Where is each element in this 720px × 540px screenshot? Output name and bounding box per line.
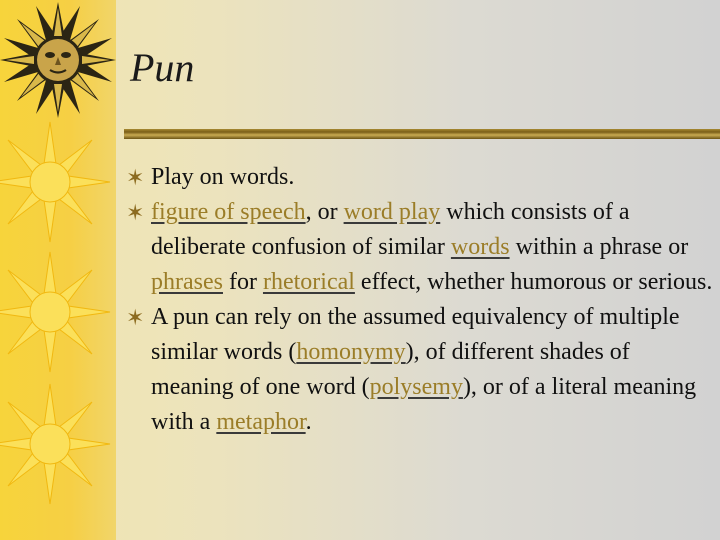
bullet-text: Play on words. bbox=[151, 164, 295, 190]
star-bullet-icon: ✶ bbox=[126, 305, 145, 330]
hyperlink[interactable]: rhetorical bbox=[262, 269, 355, 295]
bullet-item bbox=[126, 160, 716, 195]
bullet-text: , or bbox=[305, 199, 344, 225]
star-bullet-icon: ✶ bbox=[126, 200, 145, 225]
slide-title: Pun bbox=[130, 45, 195, 90]
bullet-item bbox=[126, 195, 716, 300]
bullet-text: . bbox=[305, 409, 312, 435]
sun-decoration-icon bbox=[0, 248, 116, 376]
bullet-text: within a phrase or bbox=[509, 234, 689, 260]
bullet-item bbox=[126, 300, 716, 440]
hyperlink[interactable]: phrases bbox=[151, 269, 223, 295]
sun-face-emblem-icon bbox=[0, 0, 116, 120]
hyperlink[interactable]: homonymy bbox=[296, 339, 406, 365]
hyperlink[interactable]: polysemy bbox=[369, 374, 463, 400]
bullet-text: ), of different shades of meaning of one word ( bbox=[151, 339, 630, 400]
bullet-text: effect, whether humorous or serious. bbox=[354, 269, 713, 295]
bullet-text: for bbox=[222, 269, 263, 295]
hyperlink[interactable]: metaphor bbox=[216, 409, 306, 435]
bullet-text: which consists of a deliberate confusion of similar bbox=[151, 199, 630, 260]
star-bullet-icon: ✶ bbox=[126, 165, 145, 190]
sun-decoration-icon bbox=[0, 118, 116, 246]
hyperlink[interactable]: words bbox=[450, 234, 510, 260]
sun-decoration-icon bbox=[0, 380, 116, 508]
hyperlink[interactable]: word play bbox=[343, 199, 441, 225]
bullet-text: A pun can rely on the assumed equivalency of multiple similar words ( bbox=[151, 304, 680, 365]
bullet-list bbox=[126, 160, 716, 440]
bullet-text: ), or of a literal meaning with a bbox=[151, 374, 697, 435]
title-divider-rule bbox=[124, 129, 720, 139]
hyperlink[interactable]: figure of speech bbox=[151, 199, 306, 225]
